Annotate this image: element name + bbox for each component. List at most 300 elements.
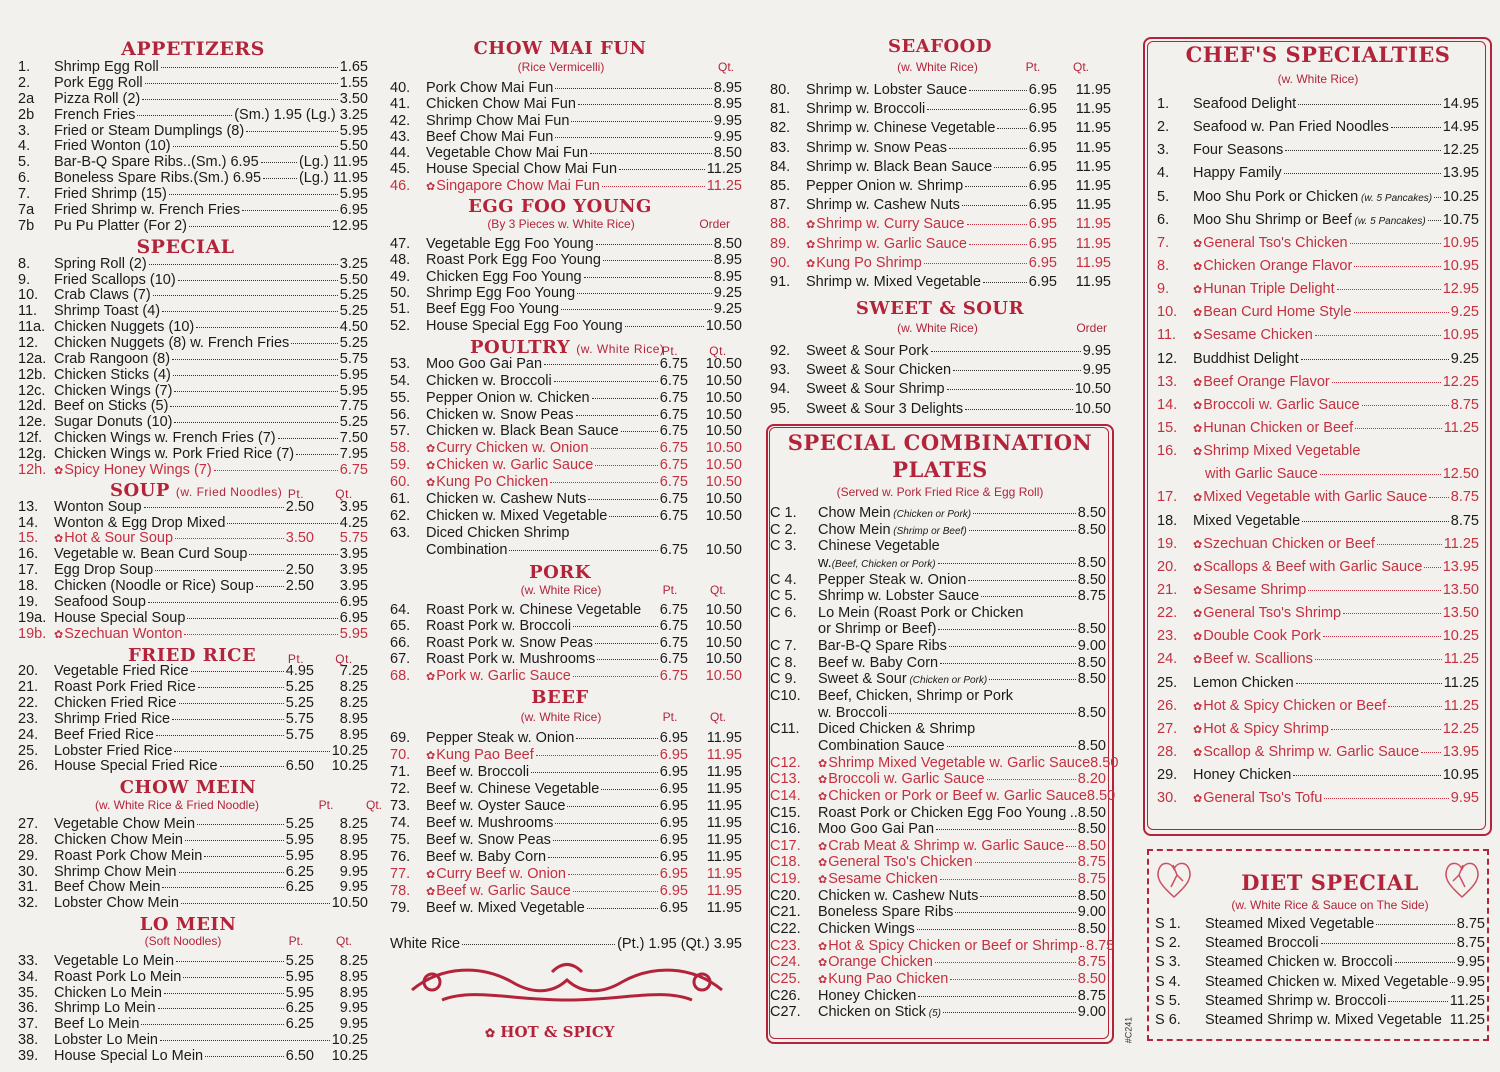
item-extra: (Lg.) <box>298 154 333 171</box>
dot-leader <box>183 977 283 978</box>
menu-item-row <box>770 1005 1106 1022</box>
item-price: 9.25 <box>1450 304 1479 321</box>
dot-leader <box>145 83 338 84</box>
item-price: 6.95 <box>339 610 368 627</box>
menu-item-row <box>390 884 742 901</box>
menu-item-row <box>390 130 742 146</box>
menu-item-row <box>18 60 368 76</box>
menu-item-row <box>18 139 368 155</box>
dot-leader <box>1391 127 1441 128</box>
dot-leader <box>555 823 657 824</box>
seafood-qt-label: Qt. <box>1072 60 1089 74</box>
dot-leader <box>1302 521 1449 522</box>
item-number: 6. <box>18 170 31 187</box>
pork-pt-label: Pt. <box>662 582 678 597</box>
item-price: 9.95 <box>1082 362 1111 379</box>
dot-leader <box>155 570 284 571</box>
item-number: 12a. <box>18 350 47 367</box>
pepper-icon: ✿ <box>806 257 816 270</box>
item-name: Shrimp Egg Foo Young <box>426 284 576 301</box>
menu-item-row <box>1157 375 1479 398</box>
chefs-list <box>1157 97 1479 814</box>
pepper-icon: ✿ <box>1193 492 1203 505</box>
item-number: 31. <box>18 879 39 896</box>
menu-item-row <box>770 160 1111 179</box>
menu-item-row <box>18 728 368 744</box>
item-price-pint: 6.75 <box>659 389 688 406</box>
item-price: 5.25 <box>339 414 368 431</box>
item-price-quart: 10.25 <box>331 758 368 775</box>
item-number: C10. <box>770 688 801 705</box>
pepper-icon: ✿ <box>426 670 436 683</box>
item-name: General Tso's Tofu <box>1203 790 1323 807</box>
item-name: Steamed Chicken w. Broccoli <box>1205 954 1393 971</box>
item-number: 2b <box>18 106 35 123</box>
menu-item-row <box>770 787 1116 806</box>
pepper-icon: ✿ <box>818 790 828 803</box>
menu-item-row <box>390 391 742 408</box>
seafood-subtitle-text: (w. White Rice) <box>897 60 978 74</box>
item-name: Steamed Chicken w. Mixed Vegetable <box>1205 973 1449 990</box>
item-price-quart: 11.95 <box>706 814 742 831</box>
item-number: 12. <box>1157 350 1178 367</box>
menu-item-row <box>770 772 1106 789</box>
item-price: 8.95 <box>713 80 742 96</box>
item-price: 10.95 <box>1442 257 1479 274</box>
item-note: (Shrimp or Beef) <box>890 525 967 537</box>
item-name: Chicken Sticks (4) <box>54 366 171 383</box>
menu-item-row <box>770 363 1111 382</box>
item-name: Broccoli w. Garlic Sauce <box>828 771 985 788</box>
item-number: 1. <box>1157 96 1170 112</box>
dot-leader <box>553 840 658 841</box>
item-name: Chinese Vegetable <box>818 538 940 555</box>
item-price-pint: 6.95 <box>1028 101 1057 118</box>
menu-item-row <box>18 92 368 108</box>
item-price-pint: 5.25 <box>285 694 314 711</box>
item-name: Kung Po Chicken <box>436 474 549 491</box>
menu-item-row <box>390 636 742 653</box>
menu-item-row <box>390 619 742 636</box>
item-name: Chow Mein <box>818 521 891 538</box>
fried-rice-qt-label: Qt. <box>335 652 353 667</box>
menu-item-row <box>390 374 742 391</box>
item-price: 8.75 <box>1077 871 1106 888</box>
item-price: 8.50 <box>1077 554 1106 571</box>
pepper-icon: ✿ <box>818 840 828 853</box>
item-price: 8.50 <box>1077 671 1106 688</box>
item-number: 19b. <box>18 626 47 643</box>
appetizers-title: APPETIZERS <box>121 38 265 60</box>
item-name: House Special Soup <box>54 610 186 627</box>
item-name: Kung Pao Beef <box>436 746 534 763</box>
item-number: 65. <box>390 618 411 635</box>
item-price-pint: 6.75 <box>659 355 688 372</box>
item-name: Bar-B-Q Spare Ribs..(Sm.) 6.95 <box>54 154 259 171</box>
dot-leader <box>174 422 337 423</box>
item-number: 41. <box>390 96 411 113</box>
item-name: Chow Mein <box>818 505 891 521</box>
item-number: 30. <box>18 863 39 880</box>
item-number: C26. <box>770 987 801 1004</box>
item-number: 73. <box>390 797 411 814</box>
item-name: Vegetable Fried Rice <box>54 663 189 680</box>
dot-leader <box>1285 150 1440 151</box>
item-name: General Tso's Shrimp <box>1203 605 1342 622</box>
item-name: Shrimp Chow Mein <box>54 863 177 880</box>
dot-leader <box>949 646 1076 647</box>
dot-leader <box>548 857 658 858</box>
item-name-continued: or Shrimp or Beef) <box>818 621 937 638</box>
item-price-pint: 5.25 <box>285 678 314 695</box>
white-rice-label: White Rice <box>390 935 461 952</box>
item-number: 16. <box>18 546 39 563</box>
item-name: Happy Family <box>1193 165 1282 182</box>
menu-item-row <box>1157 537 1479 560</box>
item-name: Shrimp Lo Mein <box>54 1000 156 1017</box>
seafood-pt-label: Pt. <box>1025 60 1041 74</box>
menu-item-row <box>770 344 1111 363</box>
item-price-quart: 3.95 <box>339 562 368 579</box>
pepper-icon: ✿ <box>426 886 436 899</box>
menu-item-row <box>18 817 368 833</box>
item-price-quart: 3.95 <box>339 578 368 595</box>
dot-leader <box>197 824 284 825</box>
item-name: Roast Pork Egg Foo Young <box>426 252 601 269</box>
beef-pt-label: Pt. <box>662 709 678 724</box>
seafood-subtitle <box>770 61 1115 73</box>
item-name: Scallop & Shrimp w. Garlic Sauce <box>1203 743 1420 760</box>
item-number: 9. <box>18 271 31 288</box>
item-number: 28. <box>1157 743 1178 760</box>
item-price-pint: 6.95 <box>659 763 688 780</box>
item-number: 71. <box>390 763 411 780</box>
item-price: ..8.50 <box>1069 804 1106 821</box>
item-name: Fried Shrimp w. French Fries <box>54 202 241 219</box>
item-price-pint: 6.95 <box>659 866 688 883</box>
menu-item-row <box>390 146 742 162</box>
item-number: 30. <box>1157 790 1178 807</box>
dot-leader <box>214 470 338 471</box>
item-price: 11.25 <box>1443 535 1479 552</box>
item-price-quart: 8.95 <box>339 726 368 743</box>
item-price: 4.25 <box>339 514 368 531</box>
menu-item-row <box>1157 190 1479 213</box>
item-name: Sesame Chicken <box>828 871 938 888</box>
item-number: 47. <box>390 236 411 253</box>
fried-rice-title <box>18 646 368 665</box>
item-number: 5. <box>18 154 31 171</box>
item-name: Shrimp w. Mixed Vegetable <box>806 273 981 290</box>
menu-item-row <box>770 402 1111 421</box>
item-name: Vegetable Chow Mai Fun <box>426 145 589 162</box>
item-price: 5.95 <box>339 122 368 139</box>
item-number: C13. <box>770 771 801 788</box>
lo-mein-subtitle <box>18 935 368 947</box>
menu-item-row <box>390 603 742 620</box>
pepper-icon: ✿ <box>1193 654 1203 667</box>
item-price-quart: 10.50 <box>705 423 742 440</box>
item-number: 20. <box>18 663 39 680</box>
dot-leader <box>965 409 1073 410</box>
menu-item-row <box>18 155 368 171</box>
item-name: Pizza Roll (2) <box>54 90 141 107</box>
dot-leader <box>181 903 330 904</box>
menu-item-row <box>18 1033 368 1049</box>
item-name: Pork w. Garlic Sauce <box>436 667 571 684</box>
item-price: 4.50 <box>339 319 368 336</box>
menu-item-row-continued <box>770 556 1106 573</box>
item-name: Chicken w. Snow Peas <box>426 406 574 423</box>
menu-item-row <box>18 970 368 986</box>
dot-leader <box>137 115 232 116</box>
item-price-quart: 8.25 <box>339 678 368 695</box>
item-price-pint: 6.95 <box>1028 82 1057 98</box>
item-price-quart: 10.50 <box>705 601 742 618</box>
menu-item-row <box>1155 955 1485 974</box>
dot-leader <box>179 703 284 704</box>
pepper-icon: ✿ <box>1193 561 1203 574</box>
item-price: 5.75 <box>339 350 368 367</box>
item-number: C24. <box>770 954 801 971</box>
item-price-quart: 11.95 <box>1075 120 1111 137</box>
item-price: 7.95 <box>339 445 368 462</box>
dot-leader <box>1377 544 1442 545</box>
item-number: 15. <box>18 530 39 547</box>
menu-item-row <box>390 799 742 816</box>
item-name: Fried Scallops (10) <box>54 271 176 288</box>
dot-leader <box>938 629 1075 630</box>
menu-item-row <box>18 1001 368 1017</box>
item-number: C 4. <box>770 571 797 588</box>
item-number: 56. <box>390 406 411 423</box>
item-note: (Beef, Chicken or Pork) <box>831 558 936 570</box>
item-number: 13. <box>18 498 39 515</box>
pepper-icon: ✿ <box>818 874 828 887</box>
item-price: 11.95 <box>332 154 368 171</box>
dot-leader <box>291 343 337 344</box>
dot-leader <box>567 806 657 807</box>
dot-leader <box>949 148 1027 149</box>
dot-leader <box>1424 567 1440 568</box>
item-name: Chicken Nuggets (10) <box>54 319 195 336</box>
lo-mein-list <box>18 954 368 1065</box>
item-number: 50. <box>390 284 411 301</box>
item-number: 46. <box>390 177 411 194</box>
item-price-quart: 8.25 <box>339 952 368 969</box>
item-number: 57. <box>390 423 411 440</box>
dot-leader <box>1308 590 1440 591</box>
menu-item-row <box>18 463 368 479</box>
menu-item-row <box>18 273 368 289</box>
dot-leader <box>981 596 1076 597</box>
menu-item-row <box>18 712 368 728</box>
menu-item-row <box>1157 606 1479 629</box>
menu-item-row <box>1157 699 1479 722</box>
soup-qt-label: Qt. <box>335 486 353 501</box>
dot-leader <box>169 194 338 195</box>
dot-leader <box>571 121 711 122</box>
menu-item-row <box>18 304 368 320</box>
menu-item-row <box>18 288 368 304</box>
item-number: 79. <box>390 900 411 917</box>
item-price-quart: 8.95 <box>339 968 368 985</box>
soup-title <box>18 481 368 500</box>
white-rice-price: (Pt.) 1.95 (Qt.) 3.95 <box>617 935 742 952</box>
item-number: 60. <box>390 474 411 491</box>
dot-leader <box>584 277 712 278</box>
item-number: C 9. <box>770 671 797 688</box>
item-price-quart: 11.95 <box>1075 82 1111 98</box>
item-price: 8.75 <box>1077 588 1106 605</box>
chow-mai-fun-list <box>390 81 742 195</box>
item-number: 52. <box>390 317 411 334</box>
dot-leader <box>969 530 1076 531</box>
item-name: Sweet & Sour 3 Delights <box>806 400 964 417</box>
item-price-quart: 10.50 <box>705 541 742 558</box>
dot-leader <box>153 295 338 296</box>
item-price: 10.95 <box>1442 327 1479 344</box>
item-number: 72. <box>390 780 411 797</box>
item-note: (Chicken or Pork) <box>906 675 988 687</box>
fried-rice-title-text: FRIED RICE <box>128 645 257 667</box>
item-price: 10.95 <box>1442 767 1479 784</box>
item-number: 44. <box>390 145 411 162</box>
menu-item-row <box>18 431 368 447</box>
menu-item-row <box>18 563 368 579</box>
item-name: Bar-B-Q Spare Ribs <box>818 638 947 655</box>
item-name: Sweet & Sour Chicken <box>806 362 952 379</box>
item-price-quart: 10.25 <box>331 1048 368 1065</box>
item-number: 76. <box>390 849 411 866</box>
menu-item-row <box>18 447 368 463</box>
item-price: 10.50 <box>331 895 368 912</box>
item-number: 4. <box>18 138 31 155</box>
menu-item-row <box>1157 560 1479 583</box>
item-number: 23. <box>18 710 39 727</box>
menu-item-row <box>18 219 368 235</box>
dot-leader <box>1434 197 1441 198</box>
pepper-icon: ✿ <box>1193 237 1203 250</box>
item-name: Honey Chicken <box>818 987 917 1004</box>
item-price-pint: 6.95 <box>659 780 688 797</box>
item-price: 9.95 <box>1456 954 1485 971</box>
menu-item-row <box>18 1017 368 1033</box>
item-name: Wonton Soup <box>54 498 142 515</box>
pepper-icon: ✿ <box>54 464 64 477</box>
item-price-pint: 2.50 <box>285 498 314 515</box>
item-name: Pepper Onion w. Chicken <box>426 389 590 406</box>
item-price-quart: 10.50 <box>705 618 742 635</box>
menu-item-row <box>770 217 1111 236</box>
item-price: 3.25 <box>339 255 368 272</box>
item-price: 11.25 <box>1443 697 1479 714</box>
white-rice-row <box>390 937 742 952</box>
item-name: Scallops & Beef with Garlic Sauce <box>1203 558 1423 575</box>
item-price: 11.25 <box>1443 419 1479 436</box>
item-price: 5.50 <box>339 271 368 288</box>
item-name: Singapore Chow Mai Fun <box>436 177 600 194</box>
item-price: 8.50 <box>1077 821 1106 838</box>
sweet-sour-order-label: Order <box>1076 321 1107 336</box>
menu-item-row <box>1155 994 1485 1013</box>
item-name: Mixed Vegetable with Garlic Sauce <box>1203 489 1428 506</box>
pepper-icon: ✿ <box>54 629 64 642</box>
item-name: Double Cook Pork <box>1203 628 1321 645</box>
egg-foo-young-title: EGG FOO YOUNG <box>468 196 652 218</box>
dot-leader <box>917 929 1076 930</box>
dot-leader <box>969 244 1027 245</box>
menu-item-row <box>18 954 368 970</box>
dot-leader <box>1355 428 1442 429</box>
menu-item-row <box>390 357 742 374</box>
menu-item-row <box>770 672 1106 689</box>
item-name: House Special Chow Mai Fun <box>426 161 618 178</box>
item-price-pint: 6.95 <box>659 814 688 831</box>
item-number: 82. <box>770 120 791 137</box>
item-price: 8.75 <box>1450 489 1479 506</box>
item-name: Crab Rangoon (8) <box>54 350 171 367</box>
soup-pt-label: Pt. <box>287 486 305 501</box>
dot-leader <box>173 146 338 147</box>
item-price-quart: 11.95 <box>1075 235 1111 252</box>
dot-leader <box>1388 1001 1447 1002</box>
dot-leader <box>256 586 284 587</box>
item-number: 69. <box>390 729 411 746</box>
item-price-quart: 9.95 <box>339 879 368 896</box>
item-price-pint: 6.75 <box>659 440 688 457</box>
item-number: 26. <box>1157 697 1178 714</box>
item-number: 43. <box>390 128 411 145</box>
item-name: Beef Chow Mein <box>54 879 161 896</box>
item-number: C16. <box>770 821 801 838</box>
item-number: S 6. <box>1155 1011 1181 1028</box>
menu-item-row <box>390 850 742 867</box>
item-name-continued: Combination Sauce <box>818 737 945 754</box>
item-number: 24. <box>18 726 39 743</box>
item-number: C25. <box>770 970 801 987</box>
item-number: 7a <box>18 202 35 219</box>
item-name: Hot & Spicy Chicken or Beef <box>1203 697 1387 714</box>
item-name: Curry Chicken w. Onion <box>436 440 589 457</box>
item-price-pint: 6.95 <box>659 883 688 900</box>
poultry-qt-label: Qt. <box>709 343 727 358</box>
item-number: S 4. <box>1155 973 1181 990</box>
item-name: Roast Pork w. Mushrooms <box>426 651 596 668</box>
item-number: 5. <box>1157 188 1170 205</box>
item-price-pint: 5.25 <box>285 816 314 833</box>
beef-qt-label: Qt. <box>709 709 726 724</box>
dot-leader <box>1354 266 1440 267</box>
item-number: 48. <box>390 252 411 269</box>
item-number: 3. <box>18 122 31 139</box>
item-number: 32. <box>18 895 39 912</box>
dot-leader <box>973 513 1076 514</box>
item-number: 49. <box>390 268 411 285</box>
item-price-pint: 6.75 <box>659 651 688 668</box>
item-name: Orange Chicken <box>828 954 933 971</box>
dot-leader <box>144 507 284 508</box>
dot-leader <box>597 659 658 660</box>
menu-item-row <box>390 509 742 526</box>
menu-item-row <box>770 955 1106 972</box>
item-number: 83. <box>770 139 791 156</box>
menu-item-row <box>770 937 1115 956</box>
item-price-quart: 8.95 <box>339 984 368 1001</box>
item-price-quart: 9.95 <box>339 863 368 880</box>
menu-item-row <box>1157 166 1479 189</box>
item-name: Chicken w. Garlic Sauce <box>436 457 594 474</box>
